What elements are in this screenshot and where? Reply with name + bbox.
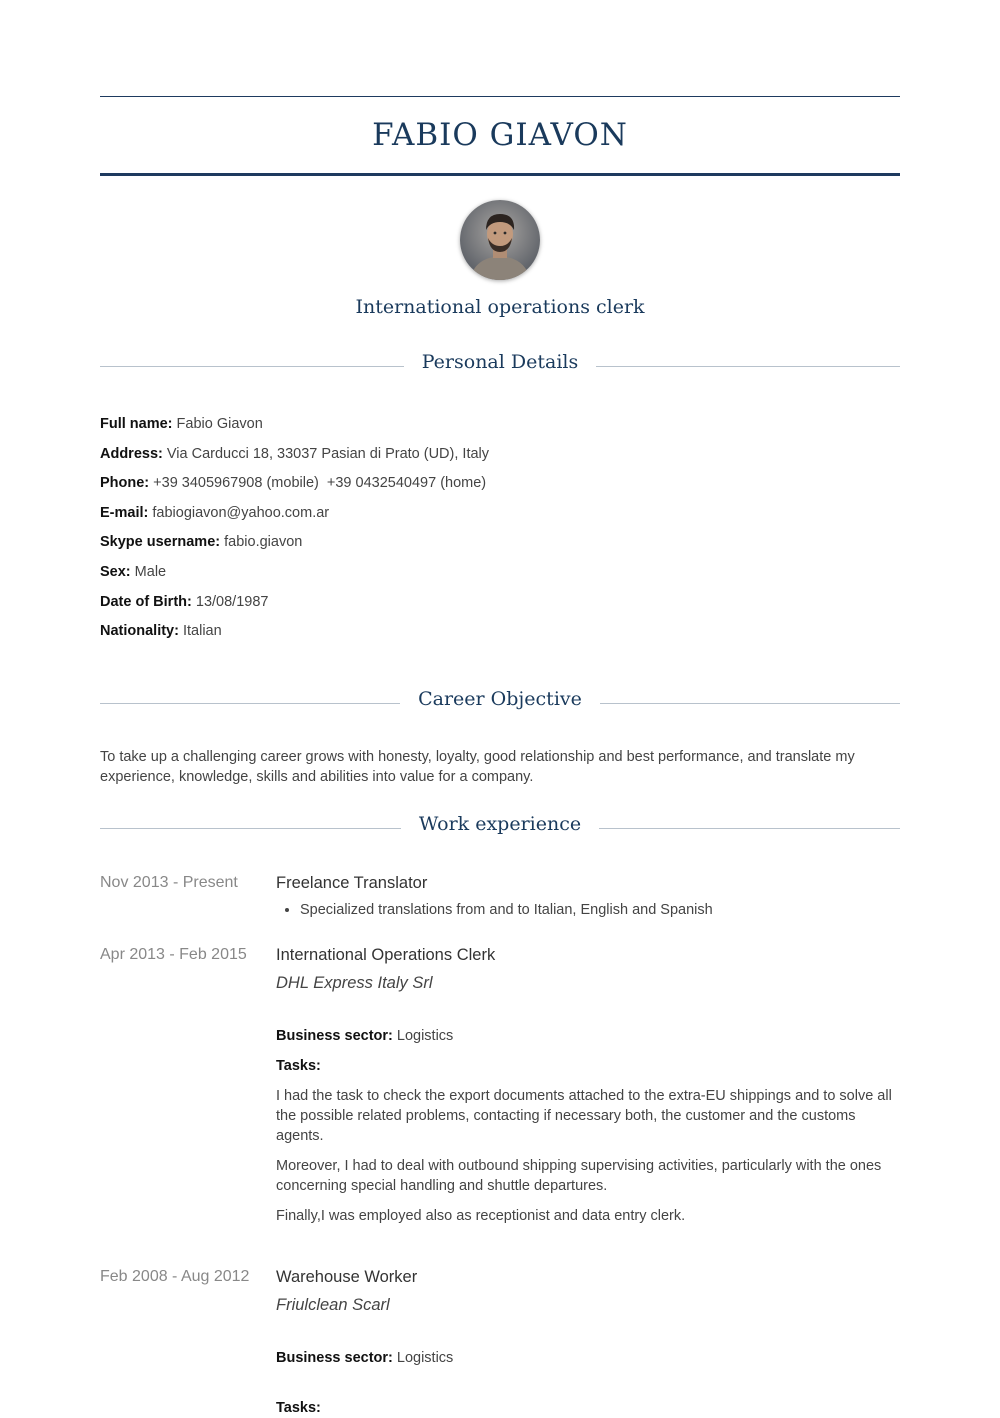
detail-address: Address: Via Carducci 18, 33037 Pasian di Prato (UD), Italy: [100, 445, 490, 462]
work-dates: Apr 2013 - Feb 2015: [100, 946, 247, 963]
detail-skype: Skype username: fabio.giavon: [100, 534, 303, 551]
work-company: DHL Express Italy Srl: [276, 974, 433, 992]
work-business-sector: Business sector: Logistics: [276, 1350, 454, 1366]
work-title: Freelance Translator: [276, 874, 428, 892]
section-title: Personal Details: [404, 351, 596, 373]
name-banner: [100, 96, 900, 176]
work-task-paragraph: I had the task to check the export documents attached to the extra-EU shippings and to solve all the possible related problems, contacting if necessary both, the customer and the customs agents.: [276, 1088, 892, 1144]
detail-date-of-birth: Date of Birth: 13/08/1987: [100, 593, 269, 610]
section-title: Career Objective: [400, 688, 600, 710]
detail-nationality: Nationality: Italian: [100, 623, 222, 640]
job-title: International operations clerk: [355, 296, 645, 318]
work-task-paragraph: Finally,I was employed also as receptionist and data entry clerk.: [276, 1208, 686, 1224]
work-title: International Operations Clerk: [276, 946, 496, 964]
work-bullets: [276, 900, 900, 920]
work-company: Friulclean Scarl: [276, 1296, 390, 1314]
work-dates: Feb 2008 - Aug 2012: [100, 1268, 250, 1285]
candidate-name: FABIO GIAVON: [372, 117, 628, 153]
personal-details-list: [100, 410, 900, 647]
work-bullet: • Specialized translations from and to Italian, English and Spanish: [300, 900, 900, 920]
section-career-objective: [100, 685, 900, 715]
work-tasks-label: Tasks:: [276, 1058, 321, 1074]
work-tasks-label: Tasks:: [276, 1400, 321, 1416]
section-personal-details: [100, 348, 900, 378]
work-title: Warehouse Worker: [276, 1268, 418, 1286]
work-task-paragraph: Moreover, I had to deal with outbound shipping supervising activities, particularly with the ones concerning special handling and shuttle departures.: [276, 1158, 882, 1194]
career-objective-text: To take up a challenging career grows with honesty, loyalty, good relationship and best performance, and translate my experience, knowledge, skills and abilities into value for a company.: [100, 749, 855, 785]
detail-sex: Sex: Male: [100, 563, 167, 580]
detail-email: E-mail: fabiogiavon@yahoo.com.ar: [100, 504, 330, 521]
detail-full-name: Full name: Fabio Giavon: [100, 416, 263, 432]
work-business-sector: Business sector: Logistics: [276, 1028, 454, 1044]
section-title: Work experience: [401, 813, 599, 835]
section-work-experience: [100, 810, 900, 840]
detail-phone: Phone: +39 3405967908 (mobile) +39 0432540497 (home): [100, 475, 487, 492]
person-photo-icon: [460, 200, 540, 280]
work-dates: Nov 2013 - Present: [100, 874, 238, 891]
